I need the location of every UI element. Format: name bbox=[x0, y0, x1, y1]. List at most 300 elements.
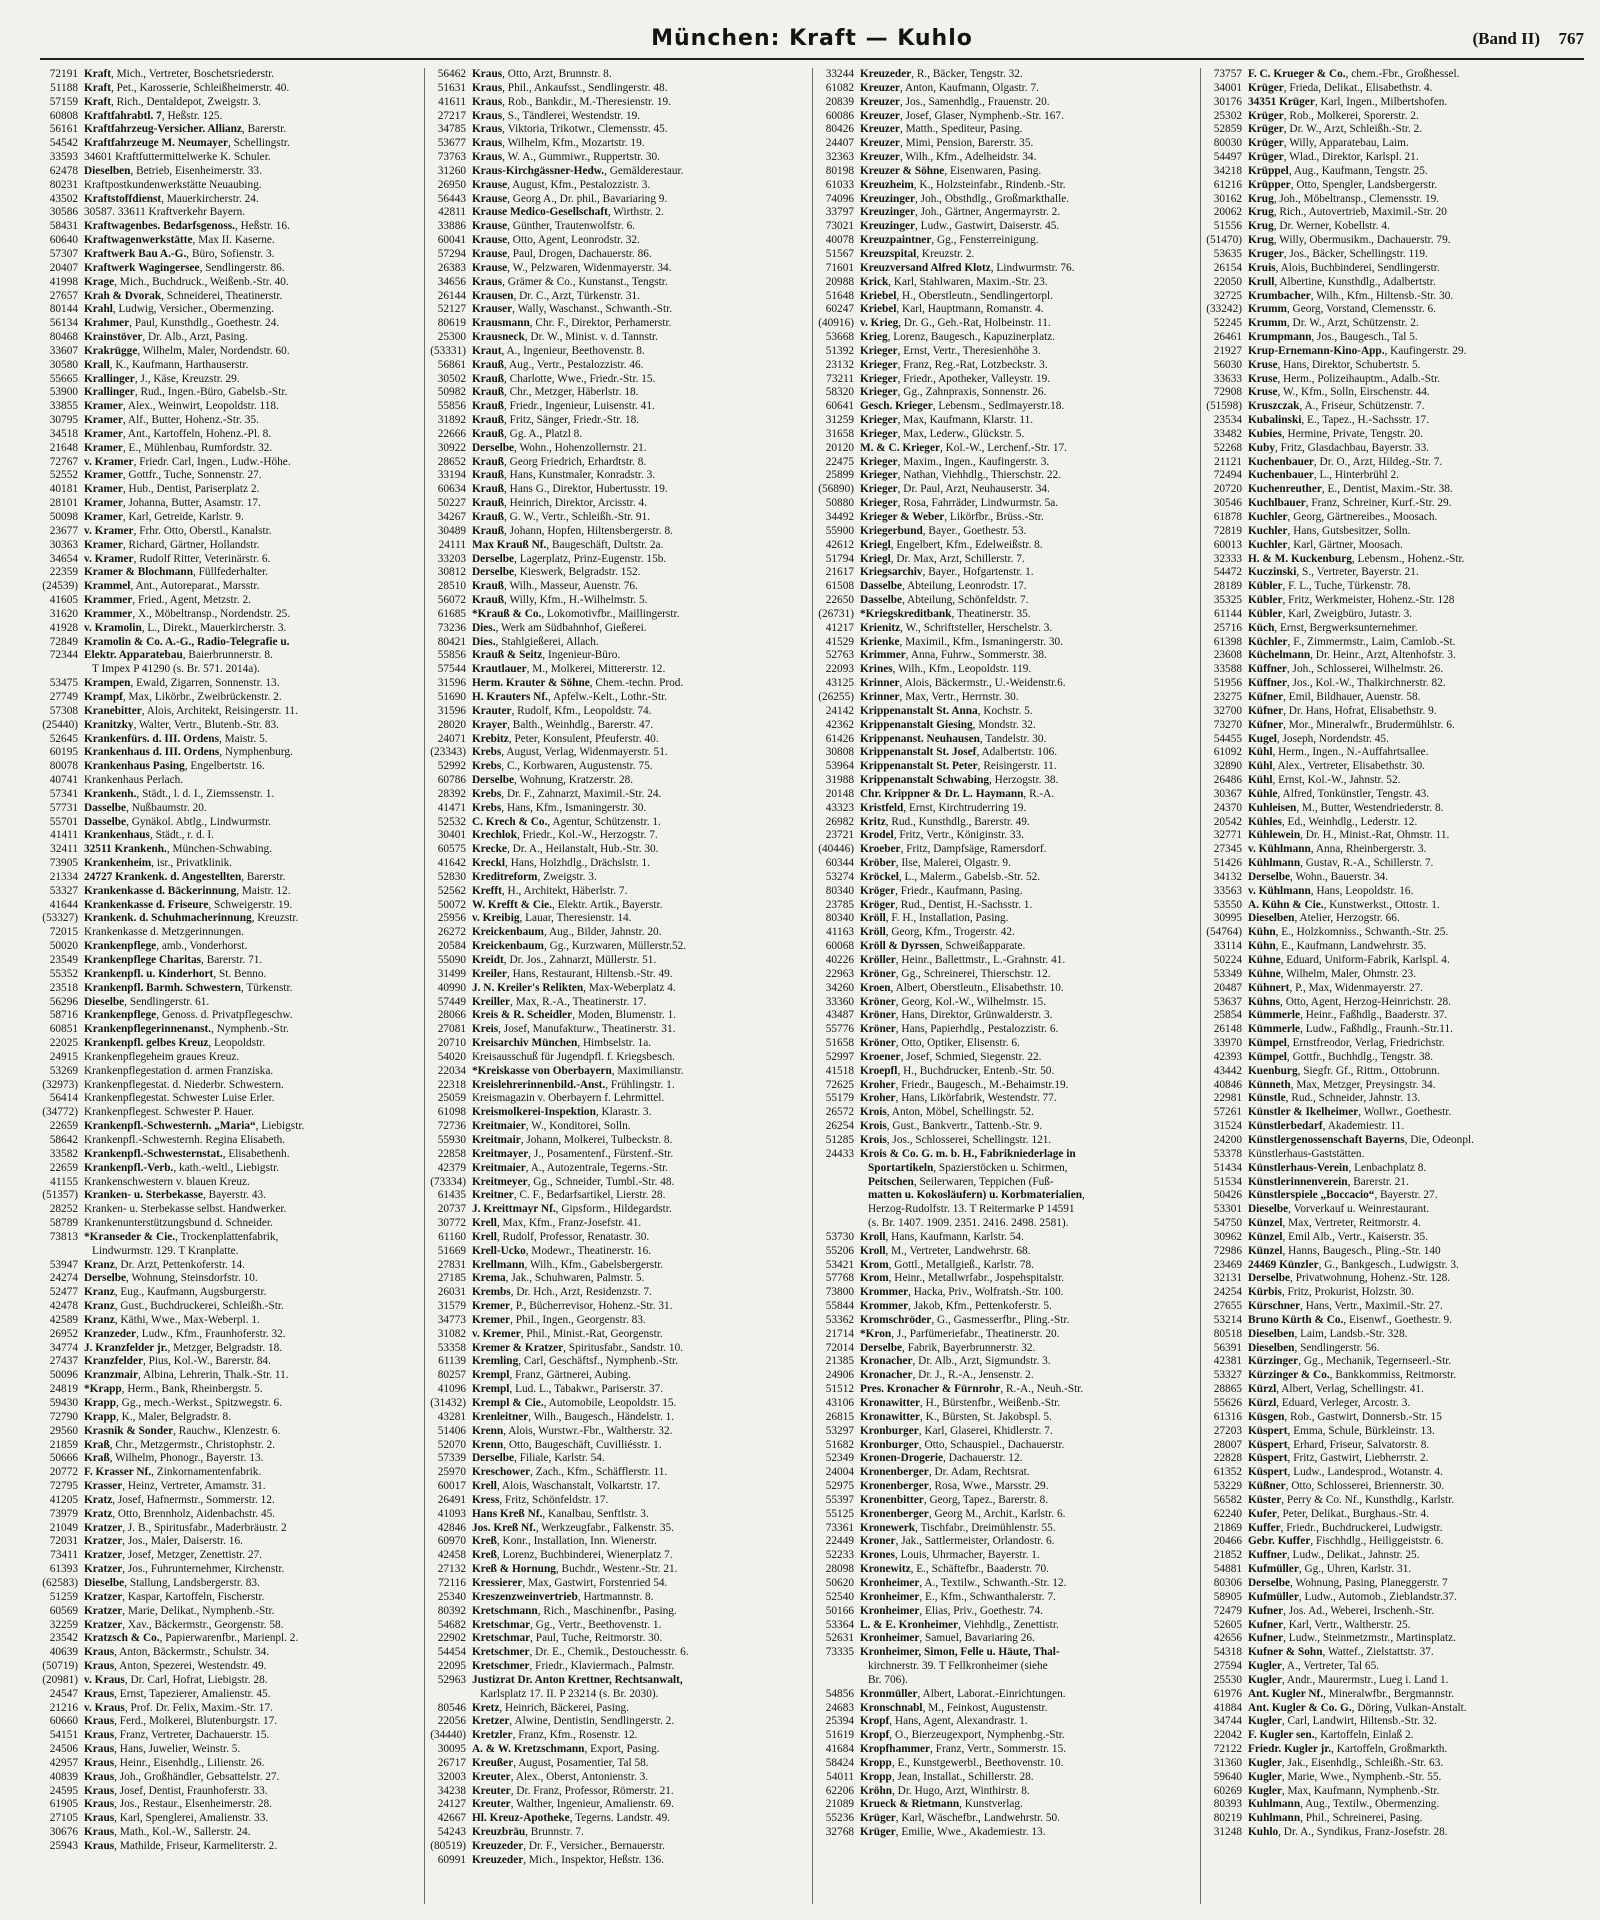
directory-entry bbox=[816, 912, 1196, 926]
directory-entry bbox=[816, 303, 1196, 317]
directory-entry bbox=[428, 829, 808, 843]
entry-text: Krebs, Dr. F., Zahnarzt, Maximil.-Str. 24. bbox=[472, 787, 662, 800]
entry-text: Kugler, Marie, Wwe., Nymphenb.-Str. 55. bbox=[1248, 1770, 1442, 1783]
entry-text: kirchnerstr. 39. T Fellkronheimer (siehe bbox=[868, 1660, 1048, 1673]
phone-number: 72191 bbox=[49, 68, 78, 80]
directory-columns bbox=[40, 68, 1584, 1904]
phone-number: 28101 bbox=[49, 497, 78, 510]
directory-entry bbox=[816, 885, 1196, 899]
phone-number: 23721 bbox=[825, 829, 854, 842]
directory-entry bbox=[428, 1605, 808, 1619]
phone-number: 33593 bbox=[49, 151, 78, 164]
phone-number: 34774 bbox=[49, 1341, 78, 1354]
entry-text: Kraftwagenwerkstätte, Max II. Kaserne. bbox=[84, 234, 275, 247]
entry-text: Kubies, Hermine, Private, Tengstr. 20. bbox=[1248, 427, 1424, 440]
directory-entry bbox=[1204, 262, 1584, 276]
phone-number: 54151 bbox=[49, 1729, 78, 1742]
entry-text: Kreuzer, Anton, Kaufmann, Olgastr. 7. bbox=[860, 81, 1039, 94]
phone-number: 73757 bbox=[1213, 68, 1242, 80]
phone-number: 41205 bbox=[49, 1493, 78, 1506]
phone-number: 22093 bbox=[825, 663, 854, 676]
directory-entry bbox=[1204, 248, 1584, 262]
directory-entry bbox=[40, 816, 420, 830]
phone-number: 52477 bbox=[49, 1286, 78, 1299]
entry-text: Kugler, A., Vertreter, Tal 65. bbox=[1248, 1660, 1380, 1673]
phone-number: 61216 bbox=[1213, 178, 1242, 191]
entry-text: Kraus, Wilhelm, Kfm., Mozartstr. 19. bbox=[472, 137, 645, 150]
phone-number: 53637 bbox=[1213, 995, 1242, 1008]
phone-number: 21049 bbox=[49, 1521, 78, 1534]
entry-text: Krankenpfl.-Schwesternstat., Elisabethenh. bbox=[84, 1147, 290, 1160]
entry-text: Krüger, Dr. W., Arzt, Schleißh.-Str. 2. bbox=[1248, 123, 1423, 136]
directory-entry bbox=[1204, 1715, 1584, 1729]
directory-entry bbox=[1204, 1425, 1584, 1439]
entry-text: Küspert, Fritz, Gastwirt, Liebherrstr. 2. bbox=[1248, 1452, 1429, 1465]
entry-text: Kühlmann, Gustav, R.-A., Schillerstr. 7. bbox=[1248, 857, 1434, 870]
entry-text: Kratzer, Xav., Bäckermstr., Georgenstr. 58. bbox=[84, 1618, 284, 1631]
directory-entry bbox=[816, 1259, 1196, 1273]
directory-entry bbox=[816, 871, 1196, 885]
directory-entry bbox=[1204, 553, 1584, 567]
phone-number: (50719) bbox=[42, 1660, 78, 1673]
directory-entry bbox=[1204, 622, 1584, 636]
directory-entry bbox=[40, 968, 420, 982]
directory-entry bbox=[428, 608, 808, 622]
phone-number: 30363 bbox=[49, 538, 78, 551]
entry-text: Künneth, Max, Metzger, Preysingstr. 34. bbox=[1248, 1078, 1436, 1091]
phone-number: 42379 bbox=[437, 1161, 466, 1174]
entry-text: Kürschner, Hans, Vertr., Maximil.-Str. 27. bbox=[1248, 1300, 1443, 1313]
directory-entry bbox=[428, 1300, 808, 1314]
directory-entry bbox=[428, 1328, 808, 1342]
phone-number: 34260 bbox=[825, 981, 854, 994]
phone-number: 56134 bbox=[49, 317, 78, 330]
entry-text: Kraß, Chr., Metzgermstr., Christophstr. 2. bbox=[84, 1438, 276, 1451]
directory-entry bbox=[816, 373, 1196, 387]
directory-entry bbox=[428, 1535, 808, 1549]
directory-entry bbox=[428, 179, 808, 193]
directory-entry bbox=[428, 912, 808, 926]
entry-text: Kronen-Drogerie, Dachauerstr. 12. bbox=[860, 1452, 1023, 1465]
entry-text: Krüger, Frieda, Delikat., Elisabethstr. 4. bbox=[1248, 81, 1433, 94]
directory-entry bbox=[40, 1715, 420, 1729]
entry-text: Kreditreform, Zweigstr. 3. bbox=[472, 870, 597, 883]
phone-number: 22034 bbox=[437, 1064, 466, 1077]
entry-text: Kraftwerk Wagingersee, Sendlingerstr. 86. bbox=[84, 261, 285, 274]
entry-text: J. Kreittmayr Nf., Gipsform., Hildegardstr. bbox=[472, 1203, 672, 1216]
phone-number: 73800 bbox=[825, 1286, 854, 1299]
directory-entry bbox=[1204, 912, 1584, 926]
directory-entry bbox=[1204, 1342, 1584, 1356]
directory-entry bbox=[40, 483, 420, 497]
phone-number: 24004 bbox=[825, 1466, 854, 1479]
entry-text: Krieger & Weber, Likörfbr., Brüss.-Str. bbox=[860, 511, 1044, 523]
directory-entry bbox=[40, 1106, 420, 1120]
phone-number: (51598) bbox=[1206, 400, 1242, 413]
directory-entry bbox=[816, 1092, 1196, 1106]
directory-entry bbox=[428, 885, 808, 899]
phone-number: 55397 bbox=[825, 1493, 854, 1506]
phone-number: 50620 bbox=[825, 1576, 854, 1589]
entry-text: Krauß, Friedr., Ingenieur, Luisenstr. 41. bbox=[472, 400, 655, 413]
directory-entry bbox=[40, 525, 420, 539]
directory-entry bbox=[1204, 1369, 1584, 1383]
phone-number: 21852 bbox=[1213, 1549, 1242, 1562]
directory-entry bbox=[40, 1826, 420, 1840]
directory-entry bbox=[816, 1743, 1196, 1757]
entry-text: Kreuzbräu, Brunnstr. 7. bbox=[472, 1826, 584, 1839]
directory-entry bbox=[40, 788, 420, 802]
phone-number: 24274 bbox=[49, 1272, 78, 1285]
phone-number: 30812 bbox=[437, 566, 466, 579]
phone-number: 27185 bbox=[437, 1272, 466, 1285]
directory-entry bbox=[816, 1466, 1196, 1480]
entry-text: Krebs, C., Korbwaren, Augustenstr. 75. bbox=[472, 760, 653, 773]
entry-text: matten u. Kokosläufern) u. Korbmaterialien, bbox=[868, 1189, 1085, 1202]
entry-text: Jos. Kreß Nf., Werkzeugfabr., Falkenstr. 35. bbox=[472, 1521, 674, 1534]
phone-number: 23518 bbox=[49, 981, 78, 994]
directory-entry bbox=[1204, 359, 1584, 373]
directory-entry bbox=[428, 649, 808, 663]
directory-entry bbox=[1204, 193, 1584, 207]
phone-number: 26717 bbox=[437, 1756, 466, 1769]
entry-text: Krahl, Ludwig, Versicher., Obermenzing. bbox=[84, 303, 274, 316]
entry-text: Kremling, Carl, Geschäftsf., Nymphenb.-Str. bbox=[472, 1355, 678, 1368]
phone-number: 80078 bbox=[49, 760, 78, 773]
entry-text: Krippenanstalt St. Peter, Reisingerstr. 11. bbox=[860, 760, 1057, 773]
directory-entry bbox=[816, 1176, 1196, 1190]
entry-text: Kretzler, Franz, Kfm., Rosenstr. 12. bbox=[472, 1729, 638, 1742]
entry-text: Krom, Heinr., Metallwrfabr., Jospehspitalstr. bbox=[860, 1272, 1065, 1285]
phone-number: 32131 bbox=[1213, 1272, 1242, 1285]
entry-text: Kufner & Sohn, Wattef., Zielstattstr. 37. bbox=[1248, 1646, 1434, 1659]
directory-entry bbox=[428, 123, 808, 137]
phone-number: 21869 bbox=[1213, 1521, 1242, 1534]
entry-text: Kreitner, C. F., Bedarfsartikel, Lierstr. 28. bbox=[472, 1189, 666, 1202]
phone-number: 43502 bbox=[49, 192, 78, 205]
phone-number bbox=[816, 1217, 860, 1231]
directory-entry bbox=[428, 331, 808, 345]
phone-number: 20466 bbox=[1213, 1535, 1242, 1548]
entry-text: Karlsplatz 17. II. P 23214 (s. Br. 2030). bbox=[480, 1687, 659, 1700]
phone-number bbox=[428, 1688, 472, 1702]
directory-entry bbox=[40, 1577, 420, 1591]
phone-number: (25440) bbox=[42, 718, 78, 731]
entry-text: Krodel, Fritz, Vertr., Königinstr. 33. bbox=[860, 829, 1025, 842]
entry-text: 24727 Krankenk. d. Angestellten, Barerstr. bbox=[84, 870, 286, 883]
entry-text: Küspert, Erhard, Friseur, Salvatorstr. 8. bbox=[1248, 1438, 1430, 1451]
phone-number: 53900 bbox=[49, 386, 78, 399]
phone-number: 61160 bbox=[438, 1230, 466, 1243]
phone-number: 22659 bbox=[49, 1161, 78, 1174]
phone-number: 32259 bbox=[49, 1618, 78, 1631]
directory-entry bbox=[40, 1660, 420, 1674]
phone-number: 56391 bbox=[1213, 1341, 1242, 1354]
directory-entry bbox=[1204, 1798, 1584, 1812]
directory-entry bbox=[40, 1286, 420, 1300]
phone-number: 22449 bbox=[825, 1535, 854, 1548]
phone-number: 43323 bbox=[825, 801, 854, 814]
directory-entry bbox=[40, 1051, 420, 1065]
entry-text: M. & C. Krieger, Kol.-W., Lerchenf.-Str. 17. bbox=[860, 441, 1067, 454]
entry-text: Krauß, Heinrich, Direktor, Arcisstr. 4. bbox=[472, 497, 647, 510]
phone-number: 72795 bbox=[49, 1480, 78, 1493]
directory-entry bbox=[816, 1660, 1196, 1674]
directory-entry bbox=[428, 719, 808, 733]
directory-entry bbox=[1204, 608, 1584, 622]
phone-number: 28020 bbox=[437, 718, 466, 731]
entry-text: Kressierer, Max, Gastwirt, Forstenried 54. bbox=[472, 1576, 668, 1589]
directory-entry bbox=[40, 1439, 420, 1453]
phone-number: (51357) bbox=[42, 1189, 78, 1202]
phone-number bbox=[816, 1162, 860, 1176]
phone-number: 42589 bbox=[49, 1313, 78, 1326]
phone-number: 42846 bbox=[437, 1521, 466, 1534]
directory-entry bbox=[428, 1632, 808, 1646]
phone-number: 61508 bbox=[825, 580, 854, 593]
entry-text: Kraus, Mathilde, Friseur, Karmeliterstr. 2. bbox=[84, 1840, 278, 1852]
phone-number: 61878 bbox=[1213, 511, 1242, 523]
directory-entry bbox=[816, 345, 1196, 359]
entry-text: Kristfeld, Ernst, Kirchtruderring 19. bbox=[860, 801, 1027, 814]
phone-number: 27655 bbox=[1213, 1300, 1242, 1313]
entry-text: Kronheimer, A., Textilw., Schwanth.-Str. 12. bbox=[860, 1576, 1067, 1589]
phone-number: 52830 bbox=[437, 870, 466, 883]
phone-number: 34654 bbox=[49, 552, 78, 565]
entry-text: Küffner, Jos., Kol.-W., Thalkirchnerstr. 82. bbox=[1248, 677, 1446, 690]
phone-number: 52975 bbox=[825, 1480, 854, 1493]
phone-number: 51426 bbox=[1213, 857, 1242, 870]
directory-entry bbox=[1204, 373, 1584, 387]
phone-number: 28098 bbox=[825, 1563, 854, 1576]
directory-entry bbox=[1204, 234, 1584, 248]
entry-text: Krankenkasse d. Bäckerinnung, Maistr. 12. bbox=[84, 884, 291, 897]
directory-entry bbox=[816, 566, 1196, 580]
directory-entry bbox=[428, 1272, 808, 1286]
directory-entry bbox=[1204, 1563, 1584, 1577]
entry-text: Krup-Ernemann-Kino-App., Kaufingerstr. 29. bbox=[1248, 344, 1467, 357]
phone-number: 53635 bbox=[1213, 247, 1242, 260]
entry-text: Kugler, Jak., Eisenhdlg., Schleißh.-Str. 63. bbox=[1248, 1756, 1444, 1769]
phone-number: 60195 bbox=[49, 746, 78, 759]
entry-text: Krankenpflegestat. d. Niederbr. Schwestern. bbox=[84, 1078, 284, 1091]
directory-entry bbox=[428, 276, 808, 290]
entry-text: Kürzinger, Gg., Mechanik, Tegernseerl.-Str. bbox=[1248, 1355, 1452, 1368]
directory-entry bbox=[428, 1743, 808, 1757]
directory-entry bbox=[1204, 1397, 1584, 1411]
entry-text: Krankenpfl.-Schwesternh. Regina Elisabeth. bbox=[84, 1133, 286, 1146]
entry-text: Kronewitz, E., Schäftefbr., Baaderstr. 70. bbox=[860, 1563, 1049, 1576]
phone-number: 32768 bbox=[825, 1826, 854, 1839]
phone-number: 57308 bbox=[49, 704, 78, 717]
entry-text: Kress, Fritz, Schönfeldstr. 17. bbox=[472, 1493, 609, 1506]
entry-text: Derselbe, Wohnung, Steinsdorfstr. 10. bbox=[84, 1272, 258, 1285]
entry-text: Kreiller, Max, R.-A., Theatinerstr. 17. bbox=[472, 995, 647, 1008]
phone-number: 40741 bbox=[49, 774, 78, 787]
entry-text: v. Kreibig, Lauar, Theresienstr. 14. bbox=[472, 912, 632, 925]
directory-entry bbox=[1204, 1051, 1584, 1065]
entry-text: Kühn, E., Kaufmann, Landwehrstr. 35. bbox=[1248, 940, 1427, 953]
directory-entry bbox=[428, 1342, 808, 1356]
entry-text: Krumm, Dr. W., Arzt, Schützenstr. 2. bbox=[1248, 317, 1419, 330]
entry-text: v. Kühlmann, Anna, Rheinbergerstr. 3. bbox=[1248, 843, 1427, 856]
directory-entry bbox=[40, 1176, 420, 1190]
phone-number: 24915 bbox=[49, 1050, 78, 1063]
entry-text: Kühns, Otto, Agent, Herzog-Heinrichstr. 28. bbox=[1248, 995, 1452, 1008]
directory-entry bbox=[1204, 954, 1584, 968]
directory-entry bbox=[1204, 1688, 1584, 1702]
directory-entry bbox=[428, 691, 808, 705]
entry-text: Kranzeder, Ludw., Kfm., Fraunhoferstr. 32. bbox=[84, 1327, 286, 1340]
entry-text: Kreisarchiv München, Himbselstr. 1a. bbox=[472, 1037, 652, 1050]
directory-entry bbox=[1204, 317, 1584, 331]
directory-entry bbox=[40, 1743, 420, 1757]
phone-number: (73334) bbox=[430, 1175, 466, 1188]
phone-number: 57339 bbox=[437, 1452, 466, 1465]
directory-entry bbox=[428, 580, 808, 594]
directory-entry bbox=[428, 996, 808, 1010]
directory-entry bbox=[40, 1605, 420, 1619]
phone-number: 34656 bbox=[437, 275, 466, 288]
entry-text: Kreuzinger, Ludw., Gastwirt, Daiserstr. 45. bbox=[860, 220, 1060, 233]
phone-number: 42381 bbox=[1213, 1355, 1242, 1368]
phone-number: 25716 bbox=[1213, 621, 1242, 634]
entry-text: Künzel, Hanns, Baugesch., Pling.-Str. 140 bbox=[1248, 1244, 1441, 1257]
entry-text: Kreuzeder, Dr. F., Versicher., Bernauerstr. bbox=[472, 1840, 665, 1852]
directory-entry bbox=[816, 899, 1196, 913]
entry-text: Kranzmair, Albina, Lehrerin, Thalk.-Str. 11. bbox=[84, 1369, 289, 1382]
entry-text: Krauß, Georg Friedrich, Erhardtstr. 8. bbox=[472, 455, 647, 468]
directory-entry bbox=[816, 151, 1196, 165]
phone-number: 61139 bbox=[438, 1355, 466, 1368]
phone-number: 52963 bbox=[437, 1673, 466, 1686]
entry-text: Krause, Otto, Agent, Leonrodstr. 32. bbox=[472, 234, 640, 247]
directory-entry bbox=[816, 1203, 1196, 1217]
entry-text: Kroner, Jak., Sattlermeister, Orlandostr. 6. bbox=[860, 1535, 1055, 1548]
phone-number: 22359 bbox=[49, 566, 78, 579]
phone-number: 23534 bbox=[1213, 414, 1242, 427]
phone-number: 50224 bbox=[1213, 954, 1242, 966]
entry-text: Kröner, Hans, Direktor, Grünwalderstr. 3. bbox=[860, 1009, 1053, 1022]
directory-entry bbox=[40, 1549, 420, 1563]
phone-number: 73813 bbox=[49, 1230, 78, 1243]
entry-text: Kraus, Phil., Ankaufsst., Sendlingerstr. 48. bbox=[472, 81, 668, 94]
directory-entry bbox=[40, 996, 420, 1010]
phone-number: 43106 bbox=[825, 1397, 854, 1409]
entry-text: Kreuzer, Wilh., Kfm., Adelheidstr. 34. bbox=[860, 151, 1037, 164]
entry-text: Krenleitner, Wilh., Baugesch., Händelstr. 1. bbox=[472, 1410, 675, 1423]
entry-text: Kuchler, Georg, Gärtnereibes., Moosach. bbox=[1248, 511, 1438, 523]
directory-entry bbox=[816, 691, 1196, 705]
phone-number: 60575 bbox=[437, 843, 466, 856]
entry-text: Kröckel, L., Malerm., Gabelsb.-Str. 52. bbox=[860, 870, 1041, 883]
phone-number: 28392 bbox=[437, 787, 466, 800]
phone-number: 51406 bbox=[437, 1424, 466, 1437]
phone-number: 53358 bbox=[437, 1341, 466, 1354]
phone-number: 72767 bbox=[49, 455, 78, 468]
entry-text: Kreußer, August, Posamentier, Tal 58. bbox=[472, 1756, 649, 1769]
directory-entry bbox=[816, 1342, 1196, 1356]
entry-text: Krinner, Max, Vertr., Herrnstr. 30. bbox=[860, 690, 1019, 703]
phone-number: 30795 bbox=[49, 414, 78, 427]
entry-text: Kuhleisen, M., Butter, Westendriederstr. 8. bbox=[1248, 801, 1444, 814]
directory-entry bbox=[1204, 276, 1584, 290]
directory-entry bbox=[428, 982, 808, 996]
directory-entry bbox=[1204, 580, 1584, 594]
phone-number: 60786 bbox=[437, 774, 466, 787]
directory-entry bbox=[1204, 1702, 1584, 1716]
entry-text: Kranz, Dr. Arzt, Pettenkoferstr. 14. bbox=[84, 1258, 245, 1271]
phone-number: 51956 bbox=[1213, 677, 1242, 690]
phone-number: (40446) bbox=[818, 843, 854, 856]
phone-number: 56861 bbox=[437, 358, 466, 371]
entry-text: Krüger, Karl, Wäschefbr., Landwehrstr. 50. bbox=[860, 1812, 1060, 1825]
directory-entry bbox=[1204, 1674, 1584, 1688]
entry-text: Kühne, Wilhelm, Maler, Ohmstr. 23. bbox=[1248, 967, 1417, 980]
entry-text: Ant. Kugler Nf., Mineralwfbr., Bergmannstr. bbox=[1248, 1687, 1455, 1700]
phone-number: 43487 bbox=[825, 1009, 854, 1022]
entry-text: Krell, Max, Kfm., Franz-Josefstr. 41. bbox=[472, 1217, 642, 1230]
entry-text: Kürzl, Albert, Verlag, Schellingstr. 41. bbox=[1248, 1383, 1424, 1396]
phone-number: 53327 bbox=[49, 884, 78, 897]
directory-entry bbox=[40, 1259, 420, 1273]
entry-text: Kretschmann, Rich., Maschinenfbr., Pasing. bbox=[472, 1604, 677, 1617]
entry-text: *Krauß & Co., Lokomotivfbr., Maillingerstr. bbox=[472, 607, 680, 620]
phone-number: 24433 bbox=[825, 1147, 854, 1160]
directory-entry bbox=[40, 469, 420, 483]
phone-number: 80619 bbox=[437, 317, 466, 330]
phone-number: 53297 bbox=[825, 1424, 854, 1437]
directory-entry bbox=[816, 733, 1196, 747]
entry-text: Krippenanstalt St. Anna, Kochstr. 5. bbox=[860, 704, 1033, 717]
directory-entry bbox=[40, 843, 420, 857]
phone-number: 28066 bbox=[437, 1009, 466, 1022]
entry-text: Kürbis, Fritz, Prokurist, Holzstr. 30. bbox=[1248, 1286, 1415, 1299]
phone-number: 42811 bbox=[438, 206, 466, 219]
entry-text: Kreismolkerei-Inspektion, Klarastr. 3. bbox=[472, 1106, 652, 1119]
directory-entry bbox=[816, 1286, 1196, 1300]
phone-number: 33203 bbox=[437, 552, 466, 565]
phone-number: 24407 bbox=[825, 137, 854, 150]
entry-text: Kronenberger, Dr. Adam, Rechtsrat. bbox=[860, 1466, 1030, 1479]
entry-text: Kreis & R. Scheidler, Moden, Blumenstr. 1. bbox=[472, 1009, 677, 1022]
entry-text: Kröller, Heinr., Ballettmstr., L.-Grahnstr. 41. bbox=[860, 954, 1066, 966]
entry-text: Kugel, Joseph, Nordendstr. 45. bbox=[1248, 732, 1389, 745]
directory-entry bbox=[428, 1425, 808, 1439]
entry-text: Kruse, Herm., Polizeihauptm., Adalb.-Str. bbox=[1248, 372, 1441, 385]
phone-number: (56890) bbox=[818, 483, 854, 496]
directory-entry bbox=[1204, 511, 1584, 525]
directory-entry bbox=[428, 386, 808, 400]
phone-number: 53730 bbox=[825, 1230, 854, 1243]
entry-text: Künstlerbedarf, Akademiestr. 11. bbox=[1248, 1120, 1405, 1133]
phone-number: 28865 bbox=[1213, 1383, 1242, 1396]
entry-text: Küchelmann, Dr. Heinr., Arzt, Altenhofstr. 3. bbox=[1248, 649, 1456, 662]
phone-number: 51556 bbox=[1213, 220, 1242, 233]
phone-number: 52562 bbox=[437, 884, 466, 897]
entry-text: Kuchler, Karl, Gärtner, Moosach. bbox=[1248, 538, 1403, 551]
directory-entry bbox=[428, 871, 808, 885]
directory-entry bbox=[1204, 1411, 1584, 1425]
directory-entry bbox=[40, 234, 420, 248]
entry-text: Kranz, Gust., Buchdruckerei, Schleißh.-Str. bbox=[84, 1300, 284, 1313]
phone-number: 22902 bbox=[437, 1632, 466, 1645]
entry-text: Kronburger, Otto, Schauspiel., Dachauerstr. bbox=[860, 1438, 1065, 1451]
entry-text: Kuczinski, S., Vertreter, Bayerstr. 21. bbox=[1248, 566, 1419, 579]
entry-text: Kraut, A., Ingenieur, Beethovenstr. 8. bbox=[472, 344, 645, 357]
directory-entry bbox=[40, 317, 420, 331]
entry-text: Krembs, Dr. Hch., Arzt, Residenzstr. 7. bbox=[472, 1286, 652, 1299]
